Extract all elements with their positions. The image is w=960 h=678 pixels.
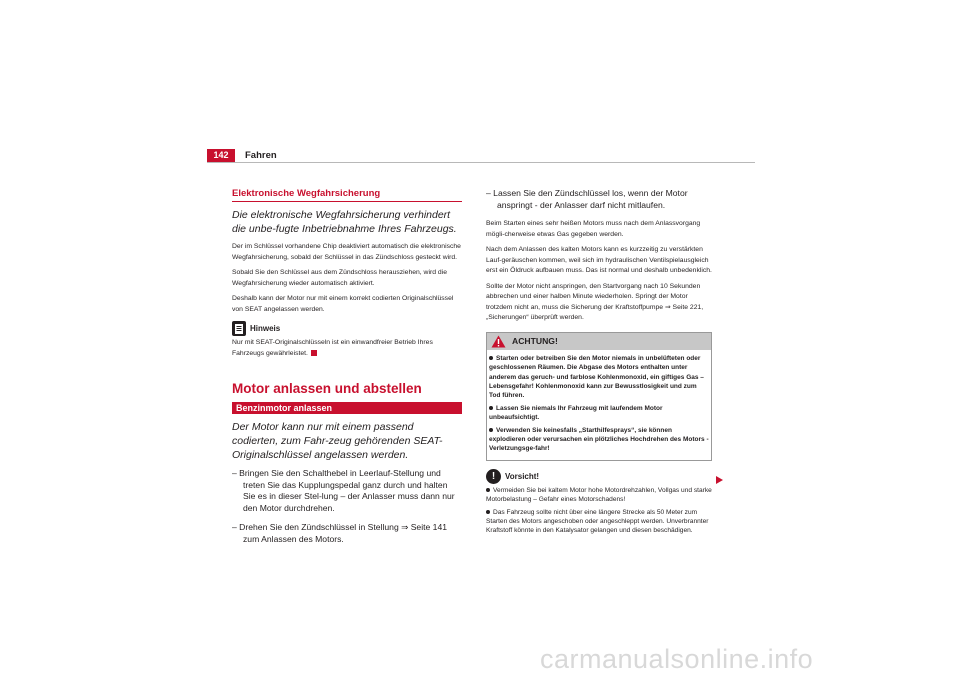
paragraph: Sollte der Motor nicht anspringen, den Startvorgang nach 10 Sekunden abbrechen und einer halben Minute wiederholen. Springt der Motor trotzdem nicht an, muss die Sicherung der Kraftstoffpumpe ⇒ Seite 221, „Sicherungen“ überprüft werden. <box>486 282 704 322</box>
caution-title: Vorsicht! <box>505 471 540 481</box>
right-column <box>486 188 712 539</box>
paragraph: Der im Schlüssel vorhandene Chip deaktiviert automatisch die elektronische Wegfahrsicherung, sobald der Schlüssel in das Zündschloss gesteckt wird. <box>232 243 461 261</box>
paragraph: Deshalb kann der Motor nur mit einem korrekt codierten Originalschlüssel von SEAT angelassen werden. <box>232 295 454 313</box>
warning-triangle-icon <box>491 335 506 348</box>
warning-item: Starten oder betreiben Sie den Motor niemals in unbelüfteten oder geschlossenen Räumen. Die Abgase des Motors enthalten unter anderem das geruch- und farblose Kohlenmonoxid, ein giftiges Gas – Lebensgefahr! Kohlenmonoxid kann zur Bewusstlosigkeit und zum Tod führen. <box>489 354 704 400</box>
note-title: Hinweis <box>250 324 281 333</box>
warning-body <box>487 350 711 460</box>
note-text: Nur mit SEAT-Originalschlüsseln ist ein einwandfreier Betrieb Ihres Fahrzeugs gewährleistet. <box>232 339 433 357</box>
bullet-icon <box>489 428 493 432</box>
caution-item: Das Fahrzeug sollte nicht über eine längere Strecke als 50 Meter zum Starten des Motors angeschoben oder angeschleppt werden. Unverbrannter Kraftstoff könnte in den Katalysator gelangen und diesen beschädigen. <box>486 508 709 535</box>
warning-box <box>486 332 712 461</box>
section-title-engine: Motor anlassen und abstellen <box>232 381 422 396</box>
caution-header <box>486 469 712 484</box>
header-divider <box>207 162 755 163</box>
chapter-title: Fahren <box>245 150 277 161</box>
watermark: carmanualsonline.info <box>540 644 814 674</box>
warning-header <box>487 333 711 350</box>
caution-icon: ! <box>486 469 501 484</box>
paragraph: Nach dem Anlassen des kalten Motors kann es kurzzeitig zu verstärkten Lauf-geräuschen kommen, weil sich im hydraulischen Ventilspielausgleich erst ein Öldruck aufbauen muss. Das ist normal und deshalb unbedenklich. <box>486 246 712 275</box>
left-column <box>232 188 462 554</box>
section-lead-immobilizer: Die elektronische Wegfahrsicherung verhindert die unbe-fugte Inbetriebnahme Ihres Fahrzeugs. <box>232 209 457 235</box>
note-header <box>232 321 462 336</box>
section-lead-engine: Der Motor kann nur mit einem passend codierten, zum Fahr-zeug gehörenden SEAT-Originalschlüssel angelassen werden. <box>232 421 443 461</box>
note-icon <box>232 321 246 336</box>
bullet-icon <box>486 488 490 492</box>
subsection-title-petrol: Benzinmotor anlassen <box>232 402 462 414</box>
bullet-icon <box>486 510 490 514</box>
page-number: 142 <box>207 149 235 162</box>
end-marker-icon <box>311 350 317 356</box>
paragraph: Beim Starten eines sehr heißen Motors muss nach dem Anlassvorgang mögli-cherweise etwas Gas gegeben werden. <box>486 220 701 238</box>
warning-title: ACHTUNG! <box>512 336 558 347</box>
warning-item: Verwenden Sie keinesfalls „Starthilfesprays“, sie können explodieren oder verursachen ein plötzliches Hochdrehen des Motors - Verletzungsge-fahr! <box>489 426 709 453</box>
section-title-immobilizer: Elektronische Wegfahrsicherung <box>232 188 462 202</box>
paragraph: Sobald Sie den Schlüssel aus dem Zündschloss herausziehen, wird die Wegfahrsicherung wieder automatisch aktiviert. <box>232 269 447 287</box>
step-item: – Drehen Sie den Zündschlüssel in Stellung ⇒ Seite 141 zum Anlassen des Motors. <box>232 522 448 544</box>
bullet-icon <box>489 356 493 360</box>
step-item: – Lassen Sie den Zündschlüssel los, wenn der Motor anspringt - der Anlasser darf nicht mitlaufen. <box>486 188 688 210</box>
warning-item: Lassen Sie niemals Ihr Fahrzeug mit laufendem Motor unbeaufsichtigt. <box>489 404 663 422</box>
caution-item: Vermeiden Sie bei kaltem Motor hohe Motordrehzahlen, Vollgas und starke Motorbelastung – Gefahr eines Motorschadens! <box>486 486 712 504</box>
next-page-arrow-icon <box>716 476 723 484</box>
bullet-icon <box>489 406 493 410</box>
step-item: – Bringen Sie den Schalthebel in Leerlauf-Stellung und treten Sie das Kupplungspedal ganz durch und halten Sie es in dieser Stel-lung – der Anlasser muss dann nur den Motor durchdrehen. <box>232 468 455 513</box>
